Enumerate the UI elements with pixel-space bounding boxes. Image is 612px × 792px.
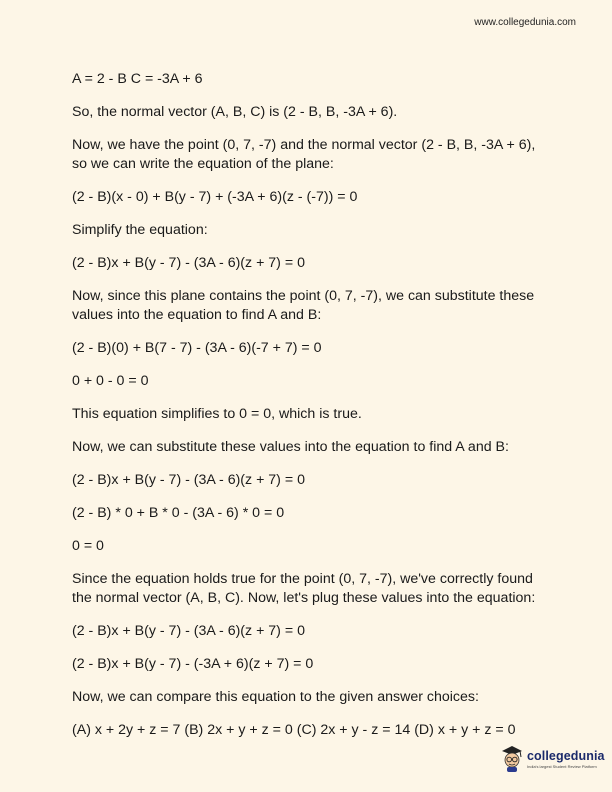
equation-line: (2 - B)x + B(y - 7) - (3A - 6)(z + 7) = 0: [72, 472, 305, 488]
equation-line: (2 - B)x + B(y - 7) - (3A - 6)(z + 7) = 0: [72, 255, 305, 271]
text-line: Simplify the equation:: [72, 222, 208, 238]
mascot-icon: [500, 745, 524, 773]
header-url: www.collegedunia.com: [474, 17, 576, 28]
footer-logo: [500, 745, 605, 773]
document-body: [72, 70, 542, 754]
equation-line: (2 - B)(0) + B(7 - 7) - (3A - 6)(-7 + 7) = 0: [72, 340, 322, 356]
text-line: Now, since this plane contains the point (0, 7, -7), we can substitute these values into the equation to find A and B:: [72, 288, 535, 323]
text-line: So, the normal vector (A, B, C) is (2 - B, B, -3A + 6).: [72, 104, 398, 120]
equation-line: (2 - B) * 0 + B * 0 - (3A - 6) * 0 = 0: [72, 505, 285, 521]
brand-tagline: India's largest Student Review Platform: [527, 764, 597, 769]
answer-choices: (A) x + 2y + z = 7 (B) 2x + y + z = 0 (C) 2x + y - z = 14 (D) x + y + z = 0: [72, 722, 516, 738]
equation-line: (2 - B)(x - 0) + B(y - 7) + (-3A + 6)(z - (-7)) = 0: [72, 189, 358, 205]
text-line: This equation simplifies to 0 = 0, which is true.: [72, 406, 362, 422]
text-line: Since the equation holds true for the point (0, 7, -7), we've correctly found the normal vector (A, B, C). Now, let's plug these values into the equation:: [72, 571, 536, 606]
text-line: Now, we have the point (0, 7, -7) and the normal vector (2 - B, B, -3A + 6), so we can write the equation of the plane:: [72, 137, 536, 172]
equation-line: 0 + 0 - 0 = 0: [72, 373, 149, 389]
text-line: Now, we can substitute these values into the equation to find A and B:: [72, 439, 509, 455]
text-line: Now, we can compare this equation to the given answer choices:: [72, 689, 479, 705]
brand-name: collegedunia: [527, 749, 605, 763]
equation-line: (2 - B)x + B(y - 7) - (-3A + 6)(z + 7) = 0: [72, 656, 314, 672]
text-line: A = 2 - B C = -3A + 6: [72, 71, 203, 87]
equation-line: (2 - B)x + B(y - 7) - (3A - 6)(z + 7) = 0: [72, 623, 305, 639]
equation-line: 0 = 0: [72, 538, 104, 554]
